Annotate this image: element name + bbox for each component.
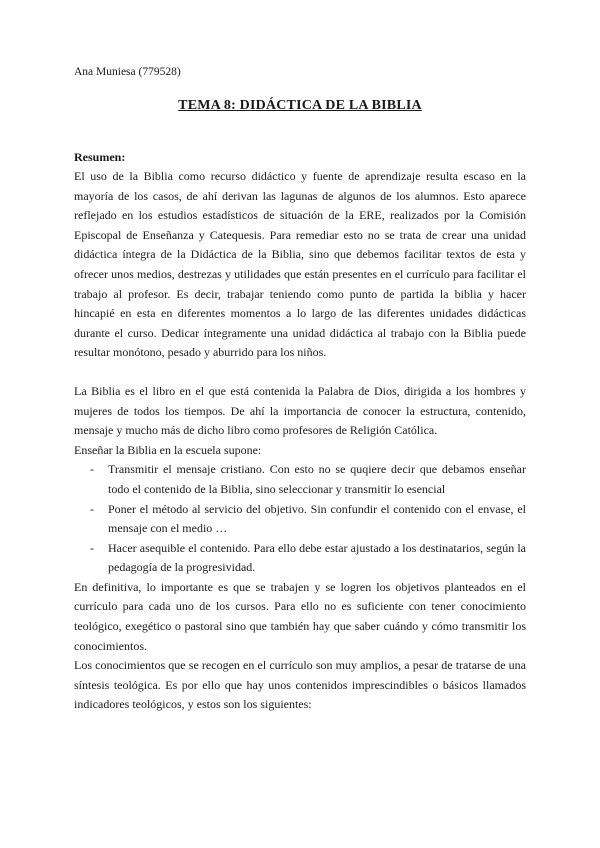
bullet-marker: - [90, 540, 94, 555]
bullet-marker: - [90, 462, 94, 477]
bullet-list [74, 460, 526, 578]
list-item [74, 500, 526, 539]
document-title: TEMA 8: DIDÁCTICA DE LA BIBLIA [178, 98, 422, 113]
list-item-text: Poner el método al servicio del objetivo. Sin confundir el contenido con el envase, el mensaje con el medio … [108, 501, 526, 536]
body-paragraph-1: La Biblia es el libro en el que está contenida la Palabra de Dios, dirigida a los hombres y mujeres de todos los tiempos. De ahí la importancia de conocer la estructura, contenido, mensaje y mucho más de dicho libro como profesores de Religión Católica. [74, 383, 526, 438]
body-paragraph-3: Los conocimientos que se recogen en el currículo son muy amplios, a pesar de tratarse de una síntesis teológica. Es por ello que hay unos contenidos imprescindibles o básicos llamados indicadores teológicos, y estos son los siguientes: [74, 658, 526, 712]
list-item-text: Hacer asequible el contenido. Para ello debe estar ajustado a los destinatarios, según la pedagogía de la progresividad. [108, 540, 526, 575]
list-item [74, 460, 526, 499]
author-line: Ana Muniesa (779528) [74, 66, 181, 78]
body-paragraph-2: En definitiva, lo importante es que se trabajen y se logren los objetivos planteados en el currículo para cada uno de los cursos. Para ello no es suficiente con tener conocimiento teológico, exegético o pastoral sino que también hay que saber cuándo y cómo transmitir los conocimientos. [74, 579, 526, 653]
list-item [74, 539, 526, 578]
paragraph-spacer [74, 363, 526, 382]
bullets-intro: Enseñar la Biblia en la escuela supone: [74, 442, 262, 457]
summary-paragraph: El uso de la Biblia como recurso didáctico y fuente de aprendizaje resulta escaso en la mayoría de los casos, de ahí derivan las lagunas de algunos de los alumnos. Esto aparece reflejado en los estudios estadísticos de situación de la ERE, realizados por la Comisión Episcopal de Enseñanza y Catequesis. Para remediar esto no se trata de crear una unidad didáctica íntegra de la Didáctica de la Biblia, sino que debemos facilitar textos de esta y ofrecer unos medios, destrezas y utilidades que están presentes en el currículo para facilitar el trabajo al profesor. Es decir, trabajar teniendo como punto de partida la biblia y hacer hincapié en esta en diferentes momentos a lo largo de las diferentes unidades didácticas durante el curso. Dedicar íntegramente una unidad didáctica al trabajo con la Biblia puede resultar monótono, pesado y aburrido para los niños. [74, 169, 526, 360]
bullet-marker: - [90, 501, 94, 516]
list-item-text: Transmitir el mensaje cristiano. Con esto no se quqiere decir que debamos enseñar todo el contenido de la Biblia, sino seleccionar y transmitir lo esencial [108, 462, 526, 496]
summary-label: Resumen: [74, 150, 126, 164]
